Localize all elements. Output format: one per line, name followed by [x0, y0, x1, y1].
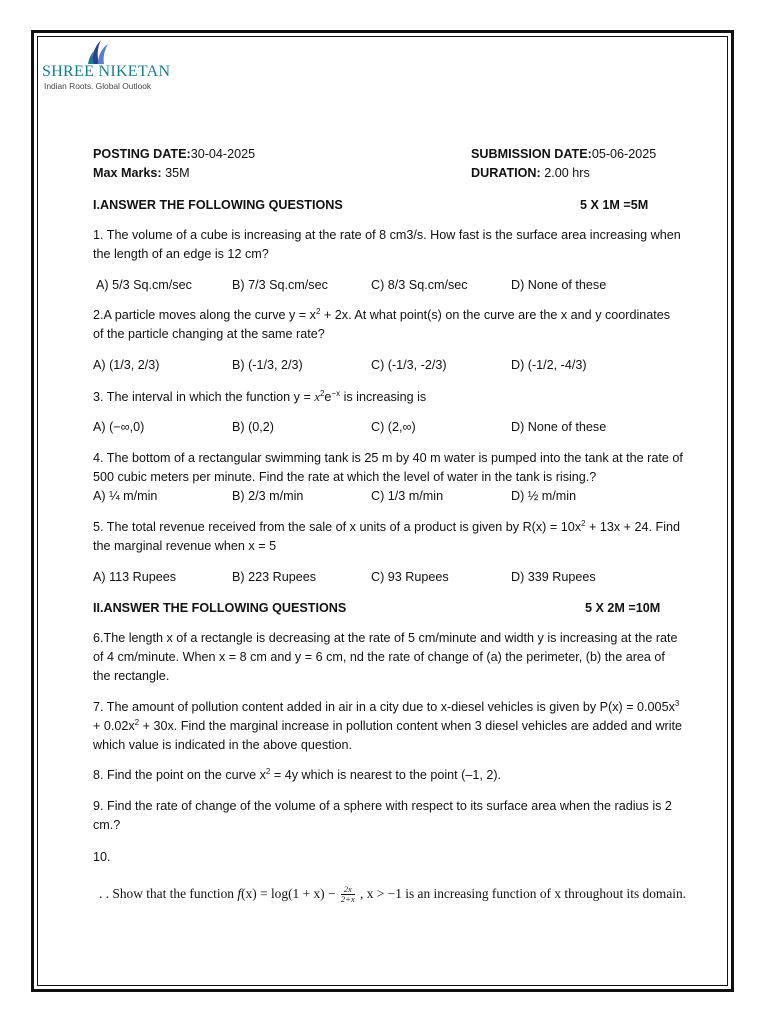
- question-7: 7. The amount of pollution content added in air in a city due to x-diesel vehicles is given by $P(x) = 0.005x^3 + 0.02x^2 + 30x$. Find the marginal increase in pollution content when 3 diesel vehicles are added and write which value is indicated in the above question.: [93, 698, 683, 752]
- question-2: 2.A particle moves along the curve $y = x^2 + 2x$. At what point(s) on the curve are the x and y coordinates of the particle changing at the same rate?: [93, 306, 671, 341]
- question-1: 1. The volume of a cube is increasing at the rate of 8 cm3/s. How fast is the surface area increasing when the length of an edge is 12 cm?: [93, 228, 681, 261]
- logo-name: SHREE NIKETAN: [42, 63, 171, 80]
- question-9: 9. Find the rate of change of the volume of a sphere with respect to its surface area when the radius is 2 cm.?: [93, 799, 672, 832]
- question-10-image-text: . . Show that the function f(x) = log(1 + x) − $\frac{2x}{2+x}$ , x > −1 is an increasing function of x throughout its domain.: [99, 884, 687, 905]
- q5-option-b: B) 223 Rupees: [232, 570, 317, 584]
- q3-option-c: C) (2,∞): [371, 420, 416, 434]
- q1-option-a: A) 5/3 Sq.cm/sec: [96, 278, 192, 292]
- section-1-marks: 5 X 1M =5M: [580, 198, 649, 212]
- posting-date: POSTING DATE:30-04-2025: [93, 147, 256, 161]
- q3-option-a: A) (−∞,0): [93, 420, 145, 434]
- q5-option-c: C) 93 Rupees: [371, 570, 449, 584]
- q1-option-c: C) 8/3 Sq.cm/sec: [371, 278, 468, 292]
- q1-option-b: B) 7/3 Sq.cm/sec: [232, 278, 328, 292]
- logo-tagline: Indian Roots. Global Outlook: [44, 81, 152, 91]
- q2-option-a: A) (1/3, 2/3): [93, 358, 160, 372]
- q4-option-b: B) 2/3 m/min: [232, 489, 304, 503]
- submission-date: SUBMISSION DATE:05-06-2025: [471, 147, 657, 161]
- section-1-title: I.ANSWER THE FOLLOWING QUESTIONS: [93, 198, 343, 212]
- q2-option-b: B) (-1/3, 2/3): [232, 358, 303, 372]
- question-5: 5. The total revenue received from the sale of x units of a product is given by $R(x) = 10x^2 + 13x + 24$. Find the marginal revenue when x = 5: [93, 518, 680, 553]
- q2-option-c: C) (-1/3, -2/3): [371, 358, 447, 372]
- question-3: 3. The interval in which the function $y = x^2e^{-x}$ is increasing is: [93, 388, 427, 404]
- question-4: 4. The bottom of a rectangular swimming tank is 25 m by 40 m water is pumped into the tank at the rate of 500 cubic meters per minute. Find the rate at which the level of water in the tank is rising.?: [93, 451, 683, 484]
- q5-option-a: A) 113 Rupees: [93, 570, 177, 584]
- q3-option-b: B) (0,2): [232, 420, 274, 434]
- duration: DURATION: 2.00 hrs: [471, 166, 590, 180]
- q4-option-d: D) ½ m/min: [511, 489, 577, 503]
- question-8: 8. Find the point on the curve $x^2 = 4y$ which is nearest to the point (–1, 2).: [93, 766, 502, 782]
- max-marks: Max Marks: 35M: [93, 166, 190, 180]
- question-6: 6.The length x of a rectangle is decreasing at the rate of 5 cm/minute and width y is increasing at the rate of 4 cm/minute. When x = 8 cm and y = 6 cm, nd the rate of change of (a) the perimeter, (b) the area of the rectangle.: [93, 631, 678, 683]
- q2-option-d: D) (-1/2, -4/3): [511, 358, 587, 372]
- q5-option-d: D) 339 Rupees: [511, 570, 596, 584]
- fraction: $\frac{2x}{2+x}$: [340, 884, 355, 905]
- flame-logo-icon: [86, 38, 112, 65]
- q4-option-c: C) 1/3 m/min: [371, 489, 444, 503]
- question-10-number: 10.: [93, 850, 111, 864]
- q1-option-d: D) None of these: [511, 278, 607, 292]
- section-2-title: II.ANSWER THE FOLLOWING QUESTIONS: [93, 601, 347, 615]
- q3-option-d: D) None of these: [511, 420, 607, 434]
- q4-option-a: A) ¼ m/min: [93, 489, 158, 503]
- school-logo: [40, 38, 190, 93]
- section-2-marks: 5 X 2M =10M: [585, 601, 661, 615]
